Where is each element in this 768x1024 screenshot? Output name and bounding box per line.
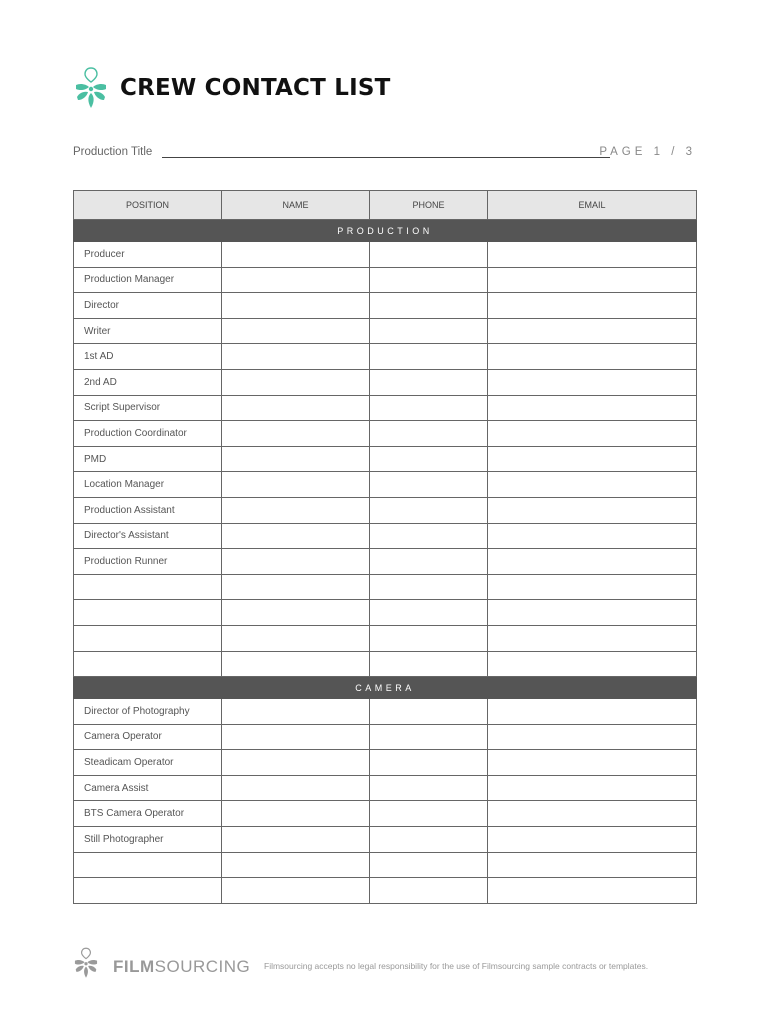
page-footer [72, 944, 696, 984]
section-header-row [74, 220, 697, 242]
name-cell[interactable] [222, 344, 370, 370]
table-row [74, 574, 697, 600]
brand-wordmark-bold: FILM [113, 957, 155, 976]
phone-cell[interactable] [370, 801, 488, 827]
phone-cell[interactable] [370, 750, 488, 776]
table-row [74, 318, 697, 344]
position-cell: Still Photographer [74, 827, 222, 853]
email-cell[interactable] [488, 293, 697, 319]
table-row [74, 344, 697, 370]
name-cell[interactable] [222, 750, 370, 776]
table-row [74, 267, 697, 293]
email-cell[interactable] [488, 472, 697, 498]
phone-cell[interactable] [370, 724, 488, 750]
position-cell: Producer [74, 242, 222, 268]
position-cell: Camera Assist [74, 775, 222, 801]
table-row [74, 651, 697, 677]
phone-cell[interactable] [370, 600, 488, 626]
name-cell[interactable] [222, 472, 370, 498]
table-row [74, 242, 697, 268]
table-row [74, 523, 697, 549]
name-cell[interactable] [222, 421, 370, 447]
section-header-row [74, 677, 697, 699]
email-cell[interactable] [488, 574, 697, 600]
position-cell: Director [74, 293, 222, 319]
table-row [74, 446, 697, 472]
position-cell: Production Runner [74, 549, 222, 575]
name-cell[interactable] [222, 267, 370, 293]
table-row [74, 395, 697, 421]
name-cell[interactable] [222, 827, 370, 853]
name-cell[interactable] [222, 395, 370, 421]
email-cell[interactable] [488, 421, 697, 447]
phone-cell[interactable] [370, 651, 488, 677]
name-cell[interactable] [222, 318, 370, 344]
email-cell[interactable] [488, 600, 697, 626]
brand-wordmark-light: SOURCING [154, 957, 251, 976]
email-cell[interactable] [488, 242, 697, 268]
phone-cell[interactable] [370, 549, 488, 575]
position-cell [74, 625, 222, 651]
position-cell: Production Coordinator [74, 421, 222, 447]
phone-cell[interactable] [370, 242, 488, 268]
position-cell: BTS Camera Operator [74, 801, 222, 827]
column-header-email: EMAIL [488, 191, 697, 220]
email-cell[interactable] [488, 523, 697, 549]
name-cell[interactable] [222, 446, 370, 472]
email-cell[interactable] [488, 827, 697, 853]
position-cell: Production Manager [74, 267, 222, 293]
email-cell[interactable] [488, 775, 697, 801]
table-row [74, 421, 697, 447]
email-cell[interactable] [488, 549, 697, 575]
table-row [74, 497, 697, 523]
name-cell[interactable] [222, 549, 370, 575]
phone-cell[interactable] [370, 523, 488, 549]
name-cell[interactable] [222, 724, 370, 750]
name-cell[interactable] [222, 699, 370, 725]
name-cell[interactable] [222, 369, 370, 395]
phone-cell[interactable] [370, 472, 488, 498]
phone-cell[interactable] [370, 775, 488, 801]
position-cell: Writer [74, 318, 222, 344]
position-cell: Director of Photography [74, 699, 222, 725]
position-cell: PMD [74, 446, 222, 472]
document-header [72, 64, 391, 112]
phone-cell[interactable] [370, 318, 488, 344]
table-row [74, 472, 697, 498]
name-cell[interactable] [222, 625, 370, 651]
name-cell[interactable] [222, 801, 370, 827]
page-number: PAGE 1 / 3 [599, 146, 696, 158]
table-row [74, 801, 697, 827]
email-cell[interactable] [488, 699, 697, 725]
phone-cell[interactable] [370, 446, 488, 472]
phone-cell[interactable] [370, 699, 488, 725]
name-cell[interactable] [222, 293, 370, 319]
email-cell[interactable] [488, 750, 697, 776]
production-title-field[interactable] [162, 157, 610, 158]
name-cell[interactable] [222, 574, 370, 600]
table-row [74, 827, 697, 853]
position-cell: Location Manager [74, 472, 222, 498]
filmsourcing-logo-icon [72, 944, 100, 982]
section-title: CAMERA [74, 677, 697, 699]
table-row [74, 724, 697, 750]
email-cell[interactable] [488, 395, 697, 421]
phone-cell[interactable] [370, 421, 488, 447]
email-cell[interactable] [488, 801, 697, 827]
name-cell[interactable] [222, 242, 370, 268]
legal-disclaimer: Filmsourcing accepts no legal responsibility for the use of Filmsourcing sample contracts or templates. [264, 961, 649, 971]
phone-cell[interactable] [370, 369, 488, 395]
table-row [74, 600, 697, 626]
phone-cell[interactable] [370, 852, 488, 878]
phone-cell[interactable] [370, 625, 488, 651]
document-title: CREW CONTACT LIST [120, 75, 391, 101]
name-cell[interactable] [222, 600, 370, 626]
production-title-label: Production Title [73, 146, 153, 158]
email-cell[interactable] [488, 724, 697, 750]
name-cell[interactable] [222, 523, 370, 549]
name-cell[interactable] [222, 497, 370, 523]
table-row [74, 878, 697, 904]
position-cell [74, 574, 222, 600]
email-cell[interactable] [488, 369, 697, 395]
name-cell[interactable] [222, 852, 370, 878]
table-row [74, 750, 697, 776]
phone-cell[interactable] [370, 344, 488, 370]
position-cell: Camera Operator [74, 724, 222, 750]
email-cell[interactable] [488, 318, 697, 344]
table-row [74, 775, 697, 801]
position-cell: Script Supervisor [74, 395, 222, 421]
position-cell: Production Assistant [74, 497, 222, 523]
email-cell[interactable] [488, 625, 697, 651]
section-title: PRODUCTION [74, 220, 697, 242]
column-header-phone: PHONE [370, 191, 488, 220]
table-row [74, 293, 697, 319]
table-row [74, 699, 697, 725]
phone-cell[interactable] [370, 395, 488, 421]
table-row [74, 549, 697, 575]
position-cell: Steadicam Operator [74, 750, 222, 776]
crew-contact-table [73, 190, 697, 904]
email-cell[interactable] [488, 878, 697, 904]
position-cell [74, 600, 222, 626]
phone-cell[interactable] [370, 293, 488, 319]
name-cell[interactable] [222, 651, 370, 677]
position-cell: Director's Assistant [74, 523, 222, 549]
filmsourcing-logo-icon [72, 65, 110, 111]
email-cell[interactable] [488, 497, 697, 523]
position-cell [74, 878, 222, 904]
email-cell[interactable] [488, 267, 697, 293]
column-header-position: POSITION [74, 191, 222, 220]
column-header-name: NAME [222, 191, 370, 220]
table-row [74, 369, 697, 395]
phone-cell[interactable] [370, 574, 488, 600]
position-cell: 1st AD [74, 344, 222, 370]
phone-cell[interactable] [370, 827, 488, 853]
name-cell[interactable] [222, 775, 370, 801]
brand-wordmark [113, 957, 250, 977]
phone-cell[interactable] [370, 497, 488, 523]
phone-cell[interactable] [370, 267, 488, 293]
email-cell[interactable] [488, 446, 697, 472]
table-row [74, 625, 697, 651]
table-row [74, 852, 697, 878]
email-cell[interactable] [488, 852, 697, 878]
position-cell: 2nd AD [74, 369, 222, 395]
email-cell[interactable] [488, 651, 697, 677]
email-cell[interactable] [488, 344, 697, 370]
phone-cell[interactable] [370, 878, 488, 904]
position-cell [74, 651, 222, 677]
position-cell [74, 852, 222, 878]
name-cell[interactable] [222, 878, 370, 904]
production-title-row [73, 145, 696, 163]
crew-table-body [74, 220, 697, 904]
table-header-row [74, 191, 697, 220]
